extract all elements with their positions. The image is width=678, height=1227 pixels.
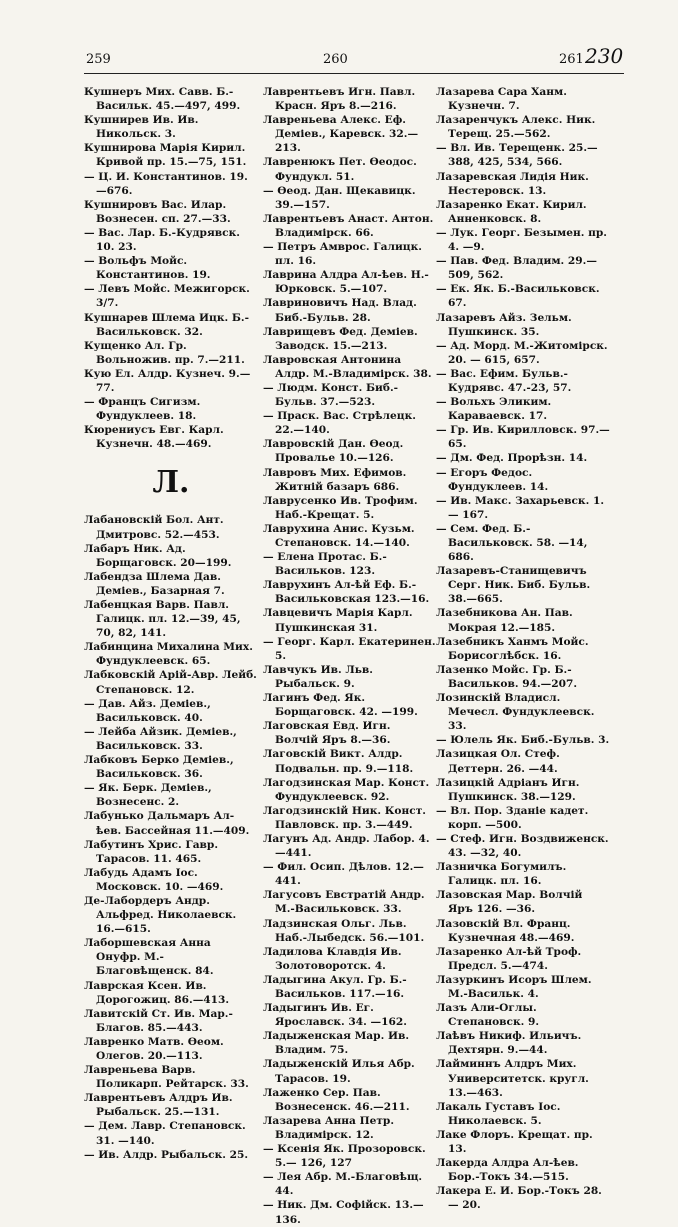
directory-entry: Лабутинъ Хрис. Гавр. Тарасов. 11. 465. [84,838,219,865]
page-header [0,0,678,70]
column-3-entries [436,85,610,1213]
directory-entry: Лабудь Адамъ Іос. Московск. 10. —469. [84,866,224,893]
directory-entry: Кую Ел. Алдр. Кузнеч. 9.—77. [84,367,251,394]
directory-entry: — Дав. Айз. Деміев., Васильковск. 40. [84,697,211,724]
directory-entry: Лазничка Богумилъ. Галицк. пл. 16. [436,861,567,888]
directory-entry: Лабковъ Берко Деміев., Васильковск. 36. [84,754,234,781]
column-1-entries-top [84,85,258,451]
directory-entry: — Ц. И. Константинов. 19.—676. [84,170,248,197]
directory-entry: Лавровъ Мих. Ефимов. Житній базаръ 686. [263,466,407,493]
directory-entry: Лавренко Матв. Ѳеом. Олегов. 20.—113. [84,1035,224,1062]
directory-entry: Лакера Е. И. Бор.-Токъ 28.— 20. [436,1185,602,1212]
directory-entry: Лавитскій Ст. Ив. Мар.-Благов. 85.—443. [84,1007,233,1034]
directory-entry: Кюрениусъ Евг. Карл. Кузнечн. 48.—469. [84,424,224,451]
column-3 [436,85,610,1212]
directory-entry: Лаврентьевъ Анаст. Антон. Владимірск. 66. [263,212,434,239]
directory-entry: — Петръ Амврос. Галицк. пл. 16. [263,241,422,268]
directory-entry: Кушнирев Ив. Ив. Никольск. 3. [84,114,199,141]
directory-entry: — Сем. Фед. Б.-Васильковск. 58. —14, 686. [436,522,588,564]
column-2 [263,85,437,1226]
directory-entry: — Лея Абр. М.-Благовѣщ. 44. [263,1171,423,1198]
directory-entry: — Ад. Морд. М.-Житомірск. 20. — 615, 657. [436,339,608,366]
directory-entry: Ладыгина Акул. Гр. Б.-Васильков. 117.—16. [263,973,407,1000]
directory-entry: — Вл. Пор. Зданіе кадет. корп. —500. [436,804,589,831]
directory-entry: Лазаревская Лидія Ник. Нестеровск. 13. [436,170,589,197]
directory-entry: Лабановскій Бол. Ант. Дмитровс. 52.—453. [84,514,224,541]
directory-entry: Лаврентьевъ Игн. Павл. Красн. Яръ 8.—216. [263,86,416,113]
directory-entry: Лаврищевъ Фед. Деміев. Заводск. 15.—213. [263,325,418,352]
directory-entry: Лавренюкъ Пет. Ѳеодос. Фундукл. 51. [263,156,417,183]
directory-entry: Лабенцкая Варв. Павл. Галицк. пл. 12.—39, 45, 70, 82, 141. [84,599,241,640]
directory-entry: Лаврухинъ Ал-ѣй Еф. Б.-Васильковская 123.—16. [263,579,430,606]
directory-entry: Лазаренчукъ Алекс. Ник. Терещ. 25.—562. [436,114,596,141]
directory-entry: Ладилова Клавдія Ив. Золотоворотск. 4. [263,945,402,972]
directory-entry: Лагодзинскій Ник. Конст. Павловск. пр. 3.—449. [263,804,426,831]
directory-entry: Ладыгинъ Ив. Ег. Ярославск. 34. —162. [263,1002,407,1029]
page-number-left: 259 [86,52,111,67]
directory-entry: Лазаревъ Айз. Зельм. Пушкинск. 35. [436,311,572,338]
directory-entry: Лабендза Шлема Дав. Деміев., Базарная 7. [84,570,225,597]
directory-entry: — Фил. Осип. Дѣлов. 12.—441. [263,861,424,888]
directory-entry: Лаговскій Викт. Алдр. Подвальн. пр. 9.—118. [263,748,414,775]
directory-entry: Де-Лабордеръ Андр. Альфред. Николаевск. 16.—615. [84,894,237,936]
directory-entry: — Гр. Ив. Кирилловск. 97.— 65. [436,424,610,451]
directory-entry: — Ив. Алдр. Рыбальск. 25. [84,1148,249,1161]
directory-entry: Лаѣвъ Никиф. Ильичъ. Дехтярн. 9.—44. [436,1030,582,1057]
directory-entry: — Францъ Сигизм. Фундуклеев. 18. [84,396,201,423]
directory-entry: — Вольхъ Эликим. Караваевск. 17. [436,396,552,423]
directory-entry: — Дм. Фед. Прорѣзн. 14. [436,452,588,465]
directory-entry: Кушнирова Марія Кирил. Кривой пр. 15.—75, 151. [84,142,247,169]
directory-entry: Лаврина Алдра Ал-ѣев. Н.-Юрковск. 5.—107. [263,269,429,296]
directory-entry: Лазарева Сара Ханм. Кузнечн. 7. [436,86,567,113]
directory-entry: — Праск. Вас. Стрѣлецк. 22.—140. [263,410,416,437]
directory-entry: — Вас. Ефим. Бульв.-Кудрявс. 47.-23, 57. [436,367,572,394]
directory-entry: Лавровскій Дан. Ѳеод. Провалье 10.—126. [263,438,404,465]
directory-entry: Лаврухина Анис. Кузьм. Степановск. 14.—140. [263,522,415,549]
directory-entry: Лакаль Густавъ Іос. Николаевск. 5. [436,1100,561,1127]
directory-entry: — Елена Протас. Б.-Васильков. 123. [263,551,387,578]
section-letter-heading: Л. [152,465,190,501]
directory-entry: — Ник. Дм. Софійск. 13.—136. [263,1199,424,1226]
directory-entry: Кушнарев Шлема Ицк. Б.-Васильковск. 32. [84,311,250,338]
directory-entry: Лазовская Мар. Волчій Яръ 126. —36. [436,889,583,916]
directory-entry: Кущенко Ал. Гр. Вольножив. пр. 7.—211. [84,339,245,366]
directory-entry: Лагусовъ Евстратій Андр. М.-Васильковск. 33. [263,889,425,916]
directory-entry: — Ксенія Як. Прозоровск. 5.— 126, 127 [263,1143,426,1170]
directory-entry: Лабинцина Михалина Мих. Фундуклеевск. 65. [84,641,253,668]
directory-entry: Лабковскій Арій-Авр. Лейб. Степановск. 12. [84,669,257,696]
handwritten-folio-number: 230 [585,44,624,68]
directory-entry: — Ек. Як. Б.-Васильковск. 67. [436,283,600,310]
directory-entry: Лазаренко Ал-ѣй Троф. Предсл. 5.—474. [436,945,582,972]
directory-entry: — Вл. Ив. Терещенк. 25.— 388, 425, 534, 566. [436,142,598,169]
page-number-center: 260 [323,52,348,67]
directory-entry: Лаборшевская Анна Онуфр. М.-Благовѣщенск. 84. [84,937,214,978]
directory-entry: — Ѳеод. Дан. Щекавицк. 39.—157. [263,184,416,211]
directory-entry: Лазаревъ-Станищевичъ Серг. Ник. Биб. Бульв. 38.—665. [436,565,591,606]
directory-entry: — Лук. Георг. Безымен. пр. 4. —9. [436,226,607,254]
directory-entry: Лазарева Анна Петр. Владимірск. 12. [263,1114,395,1141]
directory-entry: — Як. Берк. Деміев., Вознесенс. 2. [84,782,212,809]
directory-entry: Лазенко Мойс. Гр. Б.-Васильков. 94.—207. [436,663,578,690]
directory-entry: — Вольфъ Мойс. Константинов. 19. [84,255,211,282]
directory-entry: Лаке Флоръ. Крещат. пр. 13. [436,1128,593,1156]
column-1-entries-bottom [84,513,258,1161]
directory-entry: Лабаръ Ник. Ад. Борщаговск. 20—199. [84,542,232,569]
directory-entry: Лазаренко Екат. Кирил. Анненковск. 8. [436,198,587,225]
directory-entry: Лавчукъ Ив. Льв. Рыбальск. 9. [263,663,373,690]
directory-entry: Лазуркинъ Исоръ Шлем. М.-Васильк. 4. [436,973,592,1000]
directory-entry: Лагинъ Фед. Як. Борщаговск. 42. —199. [263,692,418,719]
directory-entry: Лазебникова Ан. Пав. Мокрая 12.—185. [436,607,573,634]
directory-entry: Лавреньева Варв. Поликарп. Рейтарск. 33. [84,1064,249,1091]
directory-entry: Лаговская Евд. Игн. Волчій Яръ 8.—36. [263,720,391,747]
directory-entry: — Дем. Лавр. Степановск. 31. —140. [84,1120,246,1147]
directory-entry: Лайминнъ Алдръ Мих. Университетск. кругл. 13.—463. [436,1058,589,1099]
directory-entry: Лаврентьевъ Алдръ Ив. Рыбальск. 25.—131. [84,1092,233,1119]
directory-entry: — Стеф. Игн. Воздвиженск. 43. —32, 40. [436,832,609,860]
directory-entry: Лазъ Али-Оглы. Степановск. 9. [436,1002,540,1029]
directory-entry: Ладыженская Мар. Ив. Владим. 75. [263,1030,410,1057]
directory-entry: Лавриновичъ Над. Влад. Биб.-Бульв. 28. [263,297,417,324]
directory-entry: — Пав. Фед. Владим. 29.—509, 562. [436,255,597,282]
directory-entry: — Левъ Мойс. Межигорск. 3/7. [84,283,250,310]
directory-entry: Лазовскій Вл. Франц. Кузнечная 48.—469. [436,917,575,944]
directory-entry: Лавровская Антонина Алдр. М.-Владимірск. 38. [263,353,432,380]
directory-entry: Кушнеръ Мих. Савв. Б.-Васильк. 45.—497, 499. [84,86,241,113]
directory-entry: Лозинскій Владисл. Мечесл. Фундуклеевск. 33. [436,692,595,733]
page-number-right: 261 [559,52,584,67]
directory-entry: — Георг. Карл. Екатеринен. 5. [263,635,436,662]
directory-entry: — Ив. Макс. Захарьевск. 1.— 167. [436,494,605,521]
directory-entry: Лазебникъ Ханмъ Мойс. Борисоглѣбск. 16. [436,635,589,662]
directory-entry: Лавцевичъ Марія Карл. Пушкинская 31. [263,607,413,634]
directory-entry: — Людм. Конст. Биб.-Бульв. 37.—523. [263,381,399,409]
directory-entry: Лазицкій Адріанъ Игн. Пушкинск. 38.—129. [436,776,580,803]
directory-entry: — Вас. Лар. Б.-Кудрявск. 10. 23. [84,226,240,254]
column-1 [84,85,258,1161]
directory-entry: Ладзинская Ольг. Льв. Наб.-Лыбедск. 56.—101. [263,917,425,944]
directory-entry: — Егоръ Федос. Фундуклеев. 14. [436,466,549,493]
directory-entry: Лаврская Ксен. Ив. Дорогожиц. 86.—413. [84,979,230,1006]
directory-entry: Лакерда Алдра Ал-ѣев. Бор.-Токъ 34.—515. [436,1157,579,1184]
directory-entry: Лагунъ Ад. Андр. Лабор. 4.—441. [263,832,430,860]
directory-entry: Лагодзинская Мар. Конст. Фундуклеевск. 92. [263,776,430,803]
directory-entry: Лавреньева Алекс. Еф. Деміев., Каревск. 32.—213. [263,114,419,155]
directory-entry: Лаврусенко Ив. Трофим. Наб.-Крещат. 5. [263,494,418,521]
directory-entry: — Юлель Як. Биб.-Бульв. 3. [436,734,610,747]
header-rule [84,73,624,74]
column-2-entries [263,85,437,1227]
directory-entry: Лазицкая Ол. Стеф. Деттерн. 26. —44. [436,748,560,775]
directory-entry: Лабунько Дальмаръ Ал-ѣев. Бассейная 11.—409. [84,810,250,837]
directory-entry: — Лейба Айзик. Деміев., Васильковск. 33. [84,725,237,752]
directory-entry: Кушнировъ Вас. Илар. Вознесен. сп. 27.—33. [84,198,231,225]
directory-entry: Лаженко Сер. Пав. Вознесенск. 46.—211. [263,1086,410,1113]
directory-entry: Ладыженскій Илья Абр. Тарасов. 19. [263,1058,415,1085]
